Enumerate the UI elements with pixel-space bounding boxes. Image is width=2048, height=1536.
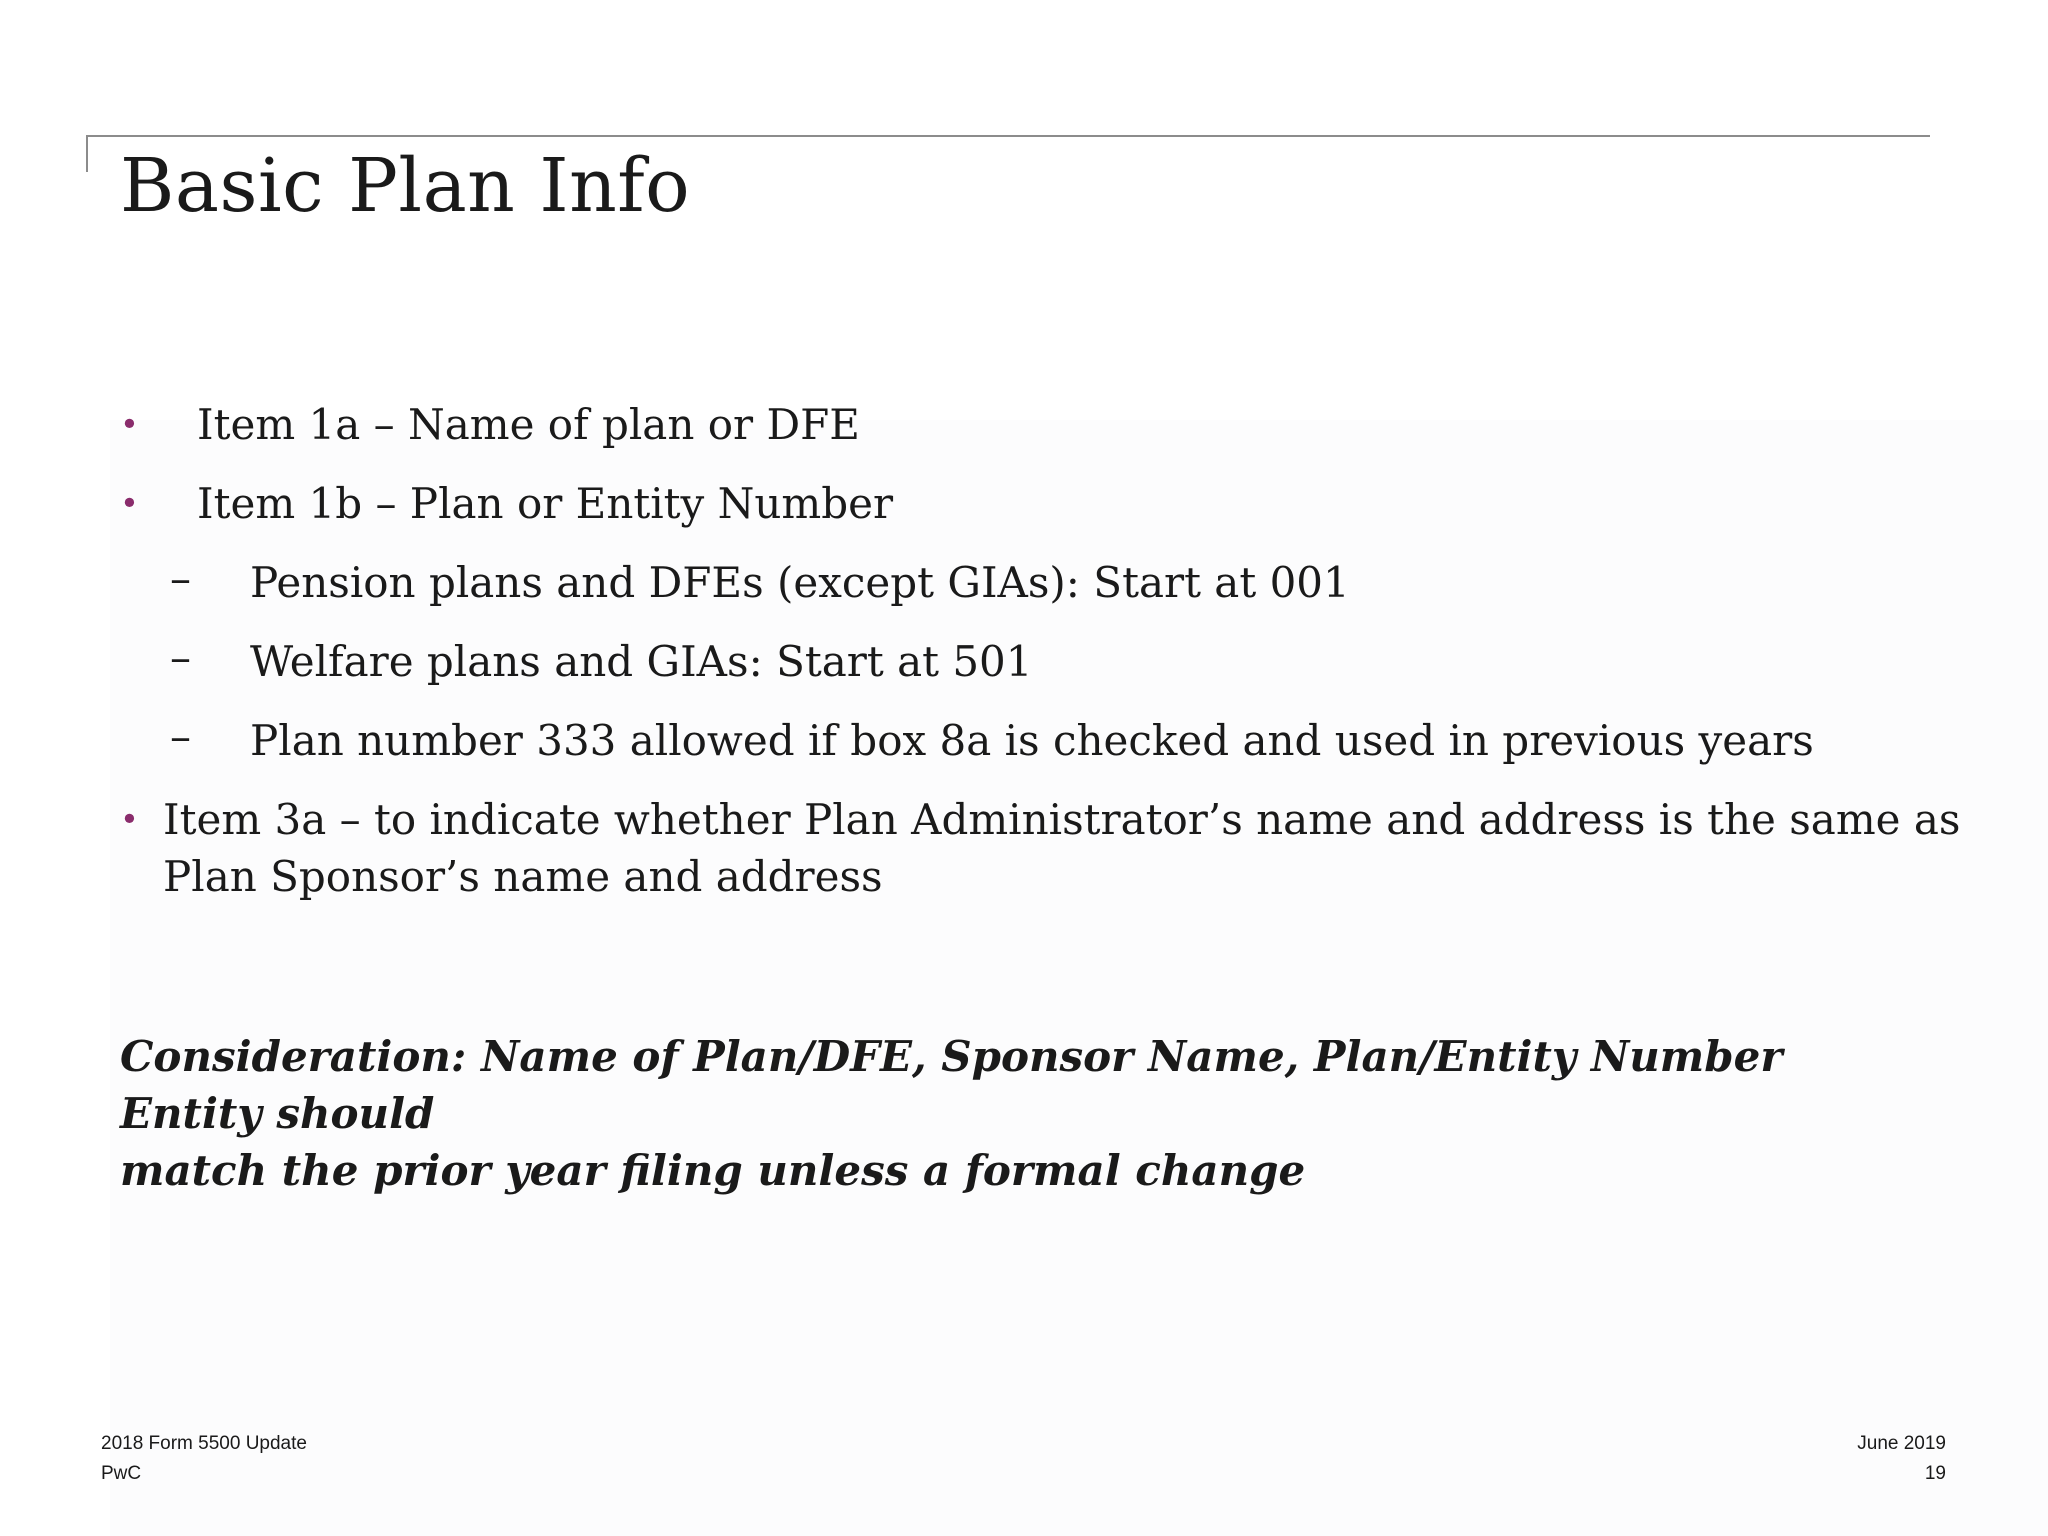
- footer-title: 2018 Form 5500 Update: [101, 1433, 307, 1454]
- bullet-marker: •: [120, 800, 139, 838]
- dash-marker: –: [170, 633, 191, 682]
- bullet-item-3a-line1: Item 3a – to indicate whether Plan Administrator’s name and address is the same as: [163, 795, 1961, 844]
- consideration-note: [120, 1028, 1920, 1199]
- sub-item-pension: Pension plans and DFEs (except GIAs): Start at 001: [250, 558, 1350, 607]
- bullet-item-1a: Item 1a – Name of plan or DFE: [197, 400, 860, 449]
- bullet-marker: •: [120, 484, 139, 522]
- page-number: 19: [1924, 1463, 1946, 1484]
- dash-marker: –: [170, 554, 191, 603]
- consideration-line-1: Consideration: Name of Plan/DFE, Sponsor Name, Plan/Entity Number Entity should: [120, 1032, 1783, 1138]
- dash-marker: –: [170, 712, 191, 761]
- title-corner-tick: [86, 135, 88, 172]
- footer-date: June 2019: [1857, 1433, 1946, 1454]
- bullet-marker: •: [120, 405, 139, 443]
- consideration-line-2: match the prior year filing unless a formal change: [120, 1146, 1306, 1195]
- bullet-item-3a-line2: Plan Sponsor’s name and address: [163, 852, 883, 901]
- footer-company: PwC: [101, 1463, 142, 1484]
- sub-item-welfare: Welfare plans and GIAs: Start at 501: [250, 637, 1033, 686]
- title-rule: [86, 135, 1930, 137]
- slide-title: Basic Plan Info: [120, 143, 691, 229]
- bullet-item-1b: Item 1b – Plan or Entity Number: [197, 479, 894, 528]
- sub-item-plan-333: Plan number 333 allowed if box 8a is checked and used in previous years: [250, 716, 1814, 765]
